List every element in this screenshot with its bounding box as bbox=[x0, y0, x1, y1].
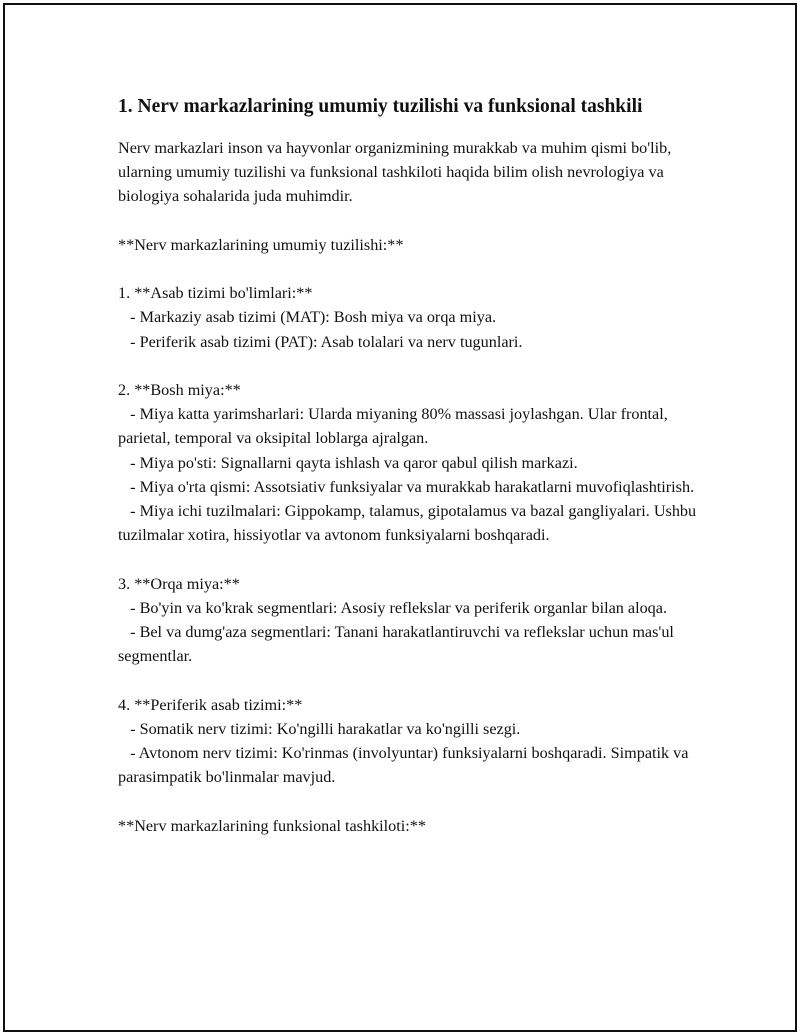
section-bosh-miya bbox=[118, 378, 708, 547]
section-heading: 4. **Periferik asab tizimi:** bbox=[118, 695, 303, 714]
list-item: - Somatik nerv tizimi: Ko'ngilli harakatlar va ko'ngilli sezgi. bbox=[118, 719, 521, 738]
list-item: - Miya katta yarimsharlari: Ularda miyaning 80% massasi joylashgan. Ular frontal, parietal, temporal va oksipital loblarga ajralgan. bbox=[118, 405, 672, 448]
section-orqa-miya bbox=[118, 572, 708, 669]
list-item: - Periferik asab tizimi (PAT): Asab tolalari va nerv tugunlari. bbox=[118, 332, 523, 351]
list-item: - Avtonom nerv tizimi: Ko'rinmas (involyuntar) funksiyalarni boshqaradi. Simpatik va parasimpatik bo'linmalar mavjud. bbox=[118, 744, 693, 787]
intro-paragraph: Nerv markazlari inson va hayvonlar organizmining murakkab va muhim qismi bo'lib, ularning umumiy tuzilishi va funksional tashkiloti haqida bilim olish nevrologiya va biologiya sohalarida juda muhimdir. bbox=[118, 139, 672, 206]
list-item: - Bel va dumg'aza segmentlari: Tanani harakatlantiruvchi va reflekslar uchun mas'ul segmentlar. bbox=[118, 623, 678, 666]
document-title: 1. Nerv markazlarining umumiy tuzilishi va funksional tashkili bbox=[118, 96, 643, 117]
function-heading: **Nerv markazlarining funksional tashkiloti:** bbox=[118, 816, 426, 835]
structure-heading: **Nerv markazlarining umumiy tuzilishi:** bbox=[118, 235, 404, 254]
section-asab-tizimi bbox=[118, 281, 708, 354]
list-item: - Markaziy asab tizimi (MAT): Bosh miya va orqa miya. bbox=[118, 308, 497, 327]
list-item: - Miya o'rta qismi: Assotsiativ funksiyalar va murakkab harakatlarni muvofiqlashtirish. bbox=[118, 477, 695, 496]
section-periferik bbox=[118, 693, 708, 790]
section-heading: 3. **Orqa miya:** bbox=[118, 574, 240, 593]
section-heading: 1. **Asab tizimi bo'limlari:** bbox=[118, 284, 313, 303]
document-body bbox=[118, 95, 708, 838]
list-item: - Miya po'sti: Signallarni qayta ishlash va qaror qabul qilish markazi. bbox=[118, 453, 578, 472]
section-heading: 2. **Bosh miya:** bbox=[118, 380, 241, 399]
list-item: - Bo'yin va ko'krak segmentlari: Asosiy reflekslar va periferik organlar bilan aloqa. bbox=[118, 598, 667, 617]
list-item: - Miya ichi tuzilmalari: Gippokamp, talamus, gipotalamus va bazal gangliyalari. Ushbu tuzilmalar xotira, hissiyotlar va avtonom funksiyalarni boshqaradi. bbox=[118, 502, 701, 545]
